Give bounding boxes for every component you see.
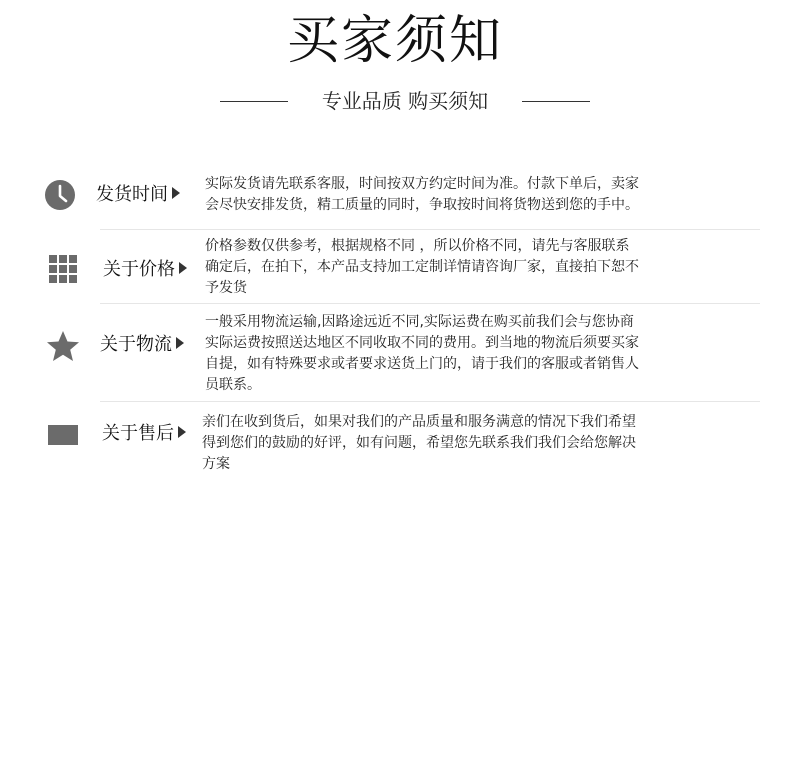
clock-icon <box>44 179 76 211</box>
notice-text-logistics: 一般采用物流运输,因路途远近不同,实际运费在购买前我们会与您协商 实际运费按照送达地区不同收取不同的费用。到当地的物流后须要买家 自提，如有特殊要求或者要求送货上门的，请于我们的客服或者销售人 员联系。 <box>205 314 639 393</box>
notice-text-after-sales: 亲们在收到货后，如果对我们的产品质量和服务满意的情况下我们希望 得到您们的鼓励的好评，如有问题，希望您先联系我们我们会给您解决 方案 <box>202 414 636 472</box>
card-icon <box>48 425 78 445</box>
notice-item-price <box>0 236 790 302</box>
star-icon <box>47 331 79 361</box>
subtitle-right-rule <box>522 101 590 102</box>
notice-text-shipping: 实际发货请先联系客服，时间按双方约定时间为准。付款下单后，卖家 会尽快安排发货，精工质量的同时，争取按时间将货物送到您的手中。 <box>205 176 639 213</box>
page-title: 买家须知 <box>286 11 503 71</box>
subtitle-left-rule <box>220 101 288 102</box>
divider <box>100 303 760 304</box>
notice-item-logistics <box>0 312 790 398</box>
triangle-right-icon <box>178 426 186 438</box>
notice-label-shipping <box>96 183 180 207</box>
divider <box>100 401 760 402</box>
notice-item-after-sales <box>0 412 790 478</box>
notice-label-logistics <box>100 333 184 357</box>
notice-label-text: 关于售后 <box>102 423 174 444</box>
notice-label-after-sales <box>102 422 186 446</box>
notice-label-text: 发货时间 <box>96 184 168 205</box>
notice-label-text: 关于价格 <box>103 259 175 280</box>
grid-icon <box>49 255 77 283</box>
subtitle-row <box>0 86 790 116</box>
divider <box>100 229 760 230</box>
triangle-right-icon <box>179 262 187 274</box>
page-subtitle: 专业品质 购买须知 <box>321 89 489 113</box>
notice-label-price <box>103 258 187 282</box>
notice-text-price: 价格参数仅供参考，根据规格不同 ，所以价格不同，请先与客服联系 确定后，在拍下，本产品支持加工定制详情请咨询厂家，直接拍下恕不 予发货 <box>205 238 639 296</box>
notice-label-text: 关于物流 <box>100 334 172 355</box>
triangle-right-icon <box>172 187 180 199</box>
triangle-right-icon <box>176 337 184 349</box>
notice-item-shipping <box>0 172 790 228</box>
